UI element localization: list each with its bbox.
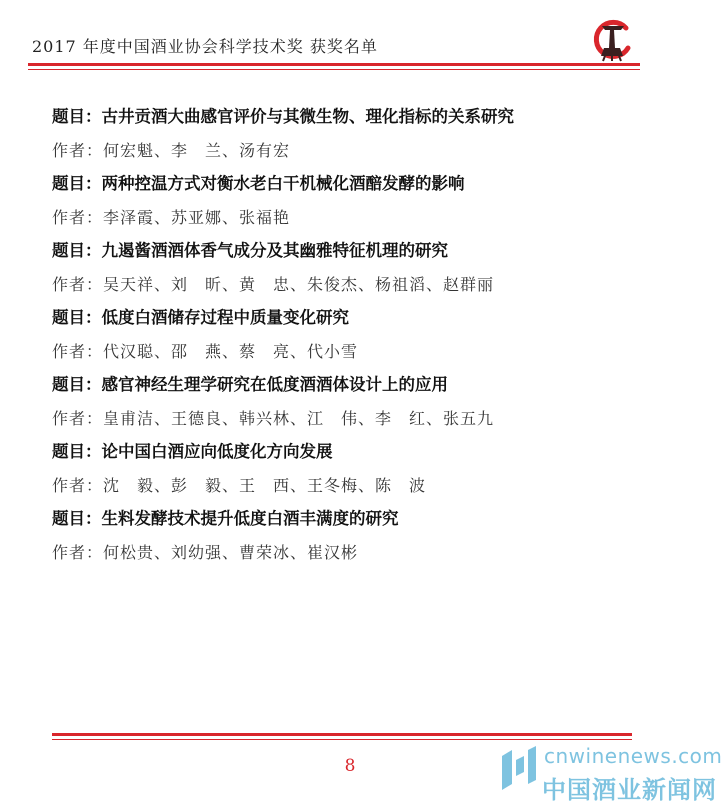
award-entry: [52, 100, 652, 167]
entry-authors: 作者：何宏魁、李 兰、汤有宏: [52, 141, 291, 160]
award-entry: [52, 234, 652, 301]
entry-title: 题目：两种控温方式对衡水老白干机械化酒醅发酵的影响: [52, 174, 465, 193]
award-entry: [52, 167, 652, 234]
award-entry: [52, 435, 652, 502]
page-header: [0, 0, 700, 80]
entry-title: 题目：感官神经生理学研究在低度酒酒体设计上的应用: [52, 375, 448, 394]
entry-authors: 作者：李泽霞、苏亚娜、张福艳: [52, 208, 291, 227]
award-list: [52, 100, 652, 569]
entry-title: 题目：九遏酱酒酒体香气成分及其幽雅特征机理的研究: [52, 241, 448, 260]
association-logo-icon: [590, 18, 634, 62]
entry-title: 题目：生料发酵技术提升低度白酒丰满度的研究: [52, 509, 399, 528]
wine-news-logo-icon: [498, 746, 538, 792]
entry-authors: 作者：吴天祥、刘 昕、黄 忠、朱俊杰、杨祖滔、赵群丽: [52, 275, 495, 294]
entry-title: 题目：古井贡酒大曲感官评价与其微生物、理化指标的关系研究: [52, 107, 514, 126]
entry-authors: 作者：沈 毅、彭 毅、王 西、王冬梅、陈 波: [52, 476, 427, 495]
watermark-site-name: 中国酒业新闻网: [542, 776, 717, 804]
award-entry: [52, 502, 652, 569]
entry-title: 题目：低度白酒储存过程中质量变化研究: [52, 308, 349, 327]
entry-authors: 作者：皇甫洁、王德良、韩兴林、江 伟、李 红、张五九: [52, 409, 495, 428]
watermark-url: cnwinenews.com: [544, 744, 722, 768]
header-rule-thin: [28, 69, 640, 70]
footer-rule-thin: [52, 739, 632, 740]
entry-authors: 作者：何松贵、刘幼强、曹荣冰、崔汉彬: [52, 543, 359, 562]
award-entry: [52, 368, 652, 435]
watermark: [498, 742, 722, 804]
header-title: 2017 年度中国酒业协会科学技术奖 获奖名单: [32, 37, 378, 56]
entry-authors: 作者：代汉聪、邵 燕、蔡 亮、代小雪: [52, 342, 359, 361]
award-entry: [52, 301, 652, 368]
page-number: 8: [344, 756, 356, 776]
entry-title: 题目：论中国白酒应向低度化方向发展: [52, 442, 333, 461]
header-rule-thick: [28, 63, 640, 66]
footer-rule-thick: [52, 733, 632, 736]
